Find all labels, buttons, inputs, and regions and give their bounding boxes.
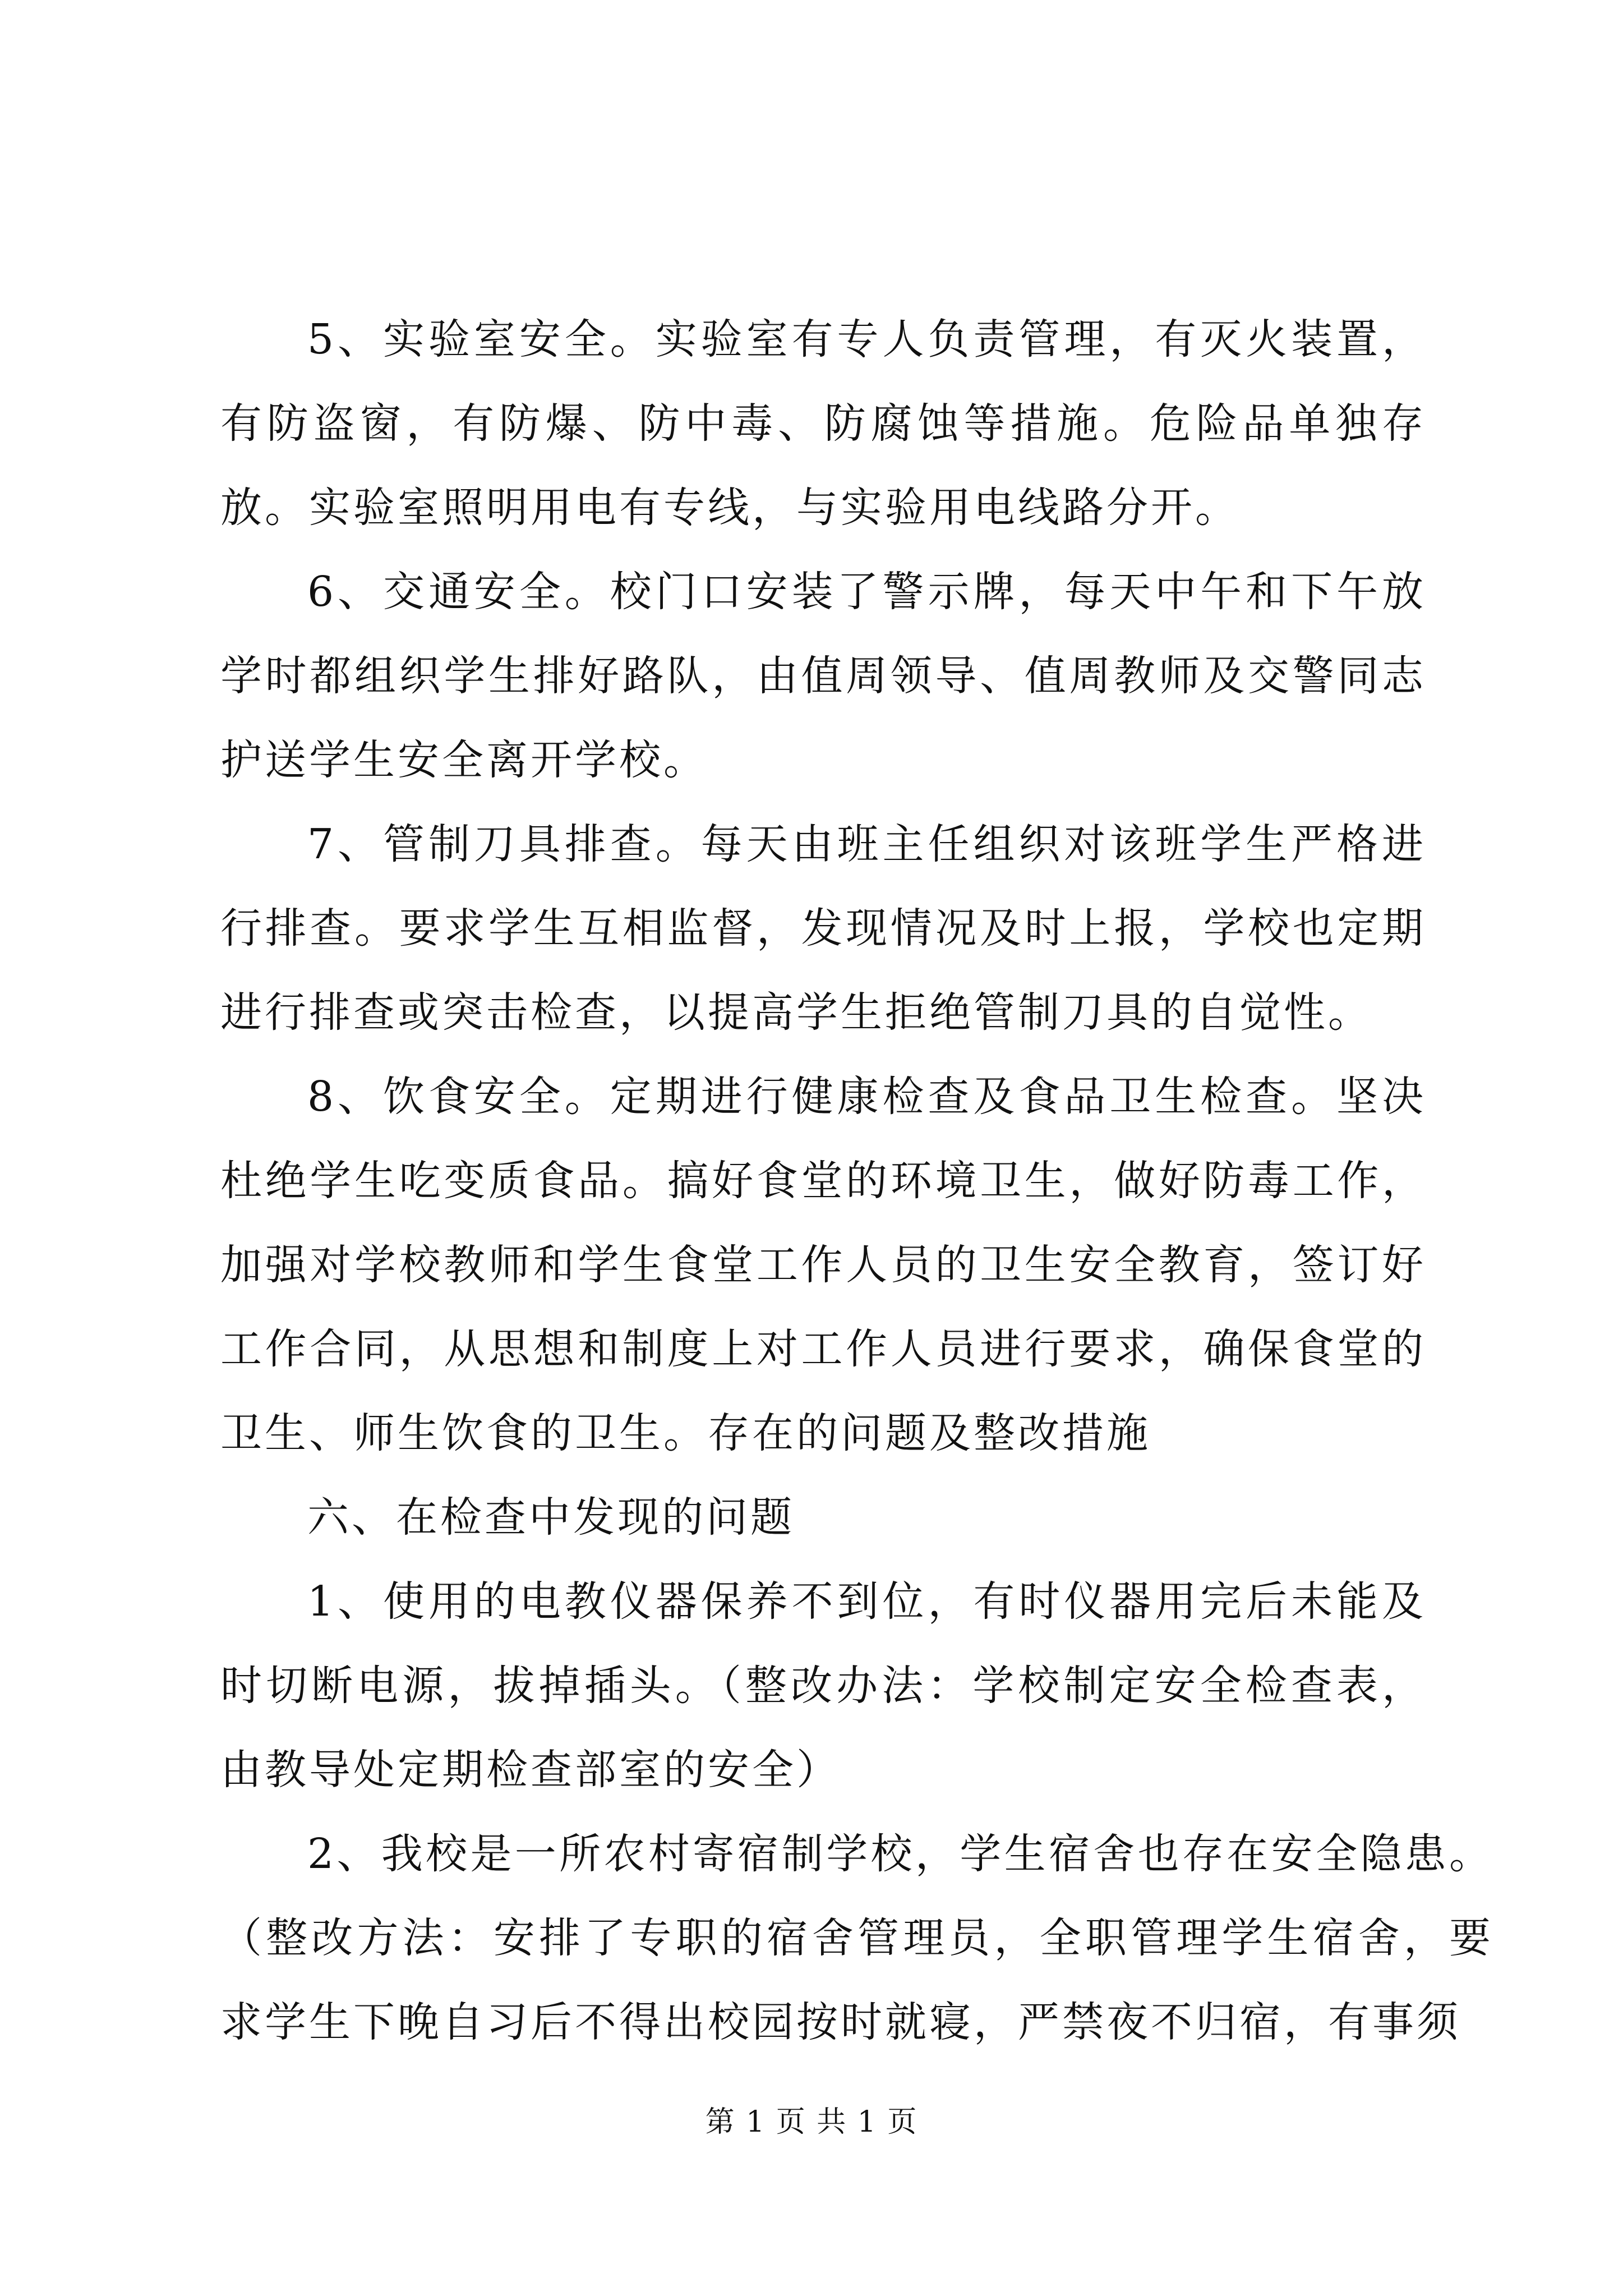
paragraph-traffic-safety: 6、交通安全。校门口安装了警示牌，每天中午和下午放学时都组织学生排好路队，由值周领导、值周教师及交警同志护送学生安全离开学校。 <box>220 568 1426 784</box>
paragraph-knife-inspection: 7、管制刀具排查。每天由班主任组织对该班学生严格进行排查。要求学生互相监督，发现情况及时上报，学校也定期进行排查或突击检查，以提高学生拒绝管制刀具的自觉性。 <box>220 820 1426 1037</box>
paragraph-problem-1: 1、使用的电教仪器保养不到位，有时仪器用完后未能及时切断电源，拔掉插头。（整改办法：学校制定安全检查表，由教导处定期检查部室的安全） <box>220 1577 1426 1794</box>
page-footer: 第 1 页 共 1 页 <box>705 2105 918 2139</box>
paragraph-lab-safety: 5、实验室安全。实验室有专人负责管理，有灭火装置，有防盗窗，有防爆、防中毒、防腐蚀等措施。危险品单独存放。实验室照明用电有专线，与实验用电线路分开。 <box>220 315 1426 532</box>
document-body <box>220 297 1493 2064</box>
section-heading-problems: 六、在检查中发现的问题 <box>307 1493 795 1542</box>
paragraph-food-safety: 8、饮食安全。定期进行健康检查及食品卫生检查。坚决杜绝学生吃变质食品。搞好食堂的环境卫生，做好防毒工作，加强对学校教师和学生食堂工作人员的卫生安全教育，签订好工作合同，从思想和制度上对工作人员进行要求，确保食堂的卫生、师生饮食的卫生。存在的问题及整改措施 <box>220 1073 1426 1457</box>
paragraph-problem-2: 2、我校是一所农村寄宿制学校，学生宿舍也存在安全隐患。（整改方法：安排了专职的宿舍管理员，全职管理学生宿舍，要求学生下晚自习后不得出校园按时就寝，严禁夜不归宿，有事须 <box>220 1830 1493 2046</box>
